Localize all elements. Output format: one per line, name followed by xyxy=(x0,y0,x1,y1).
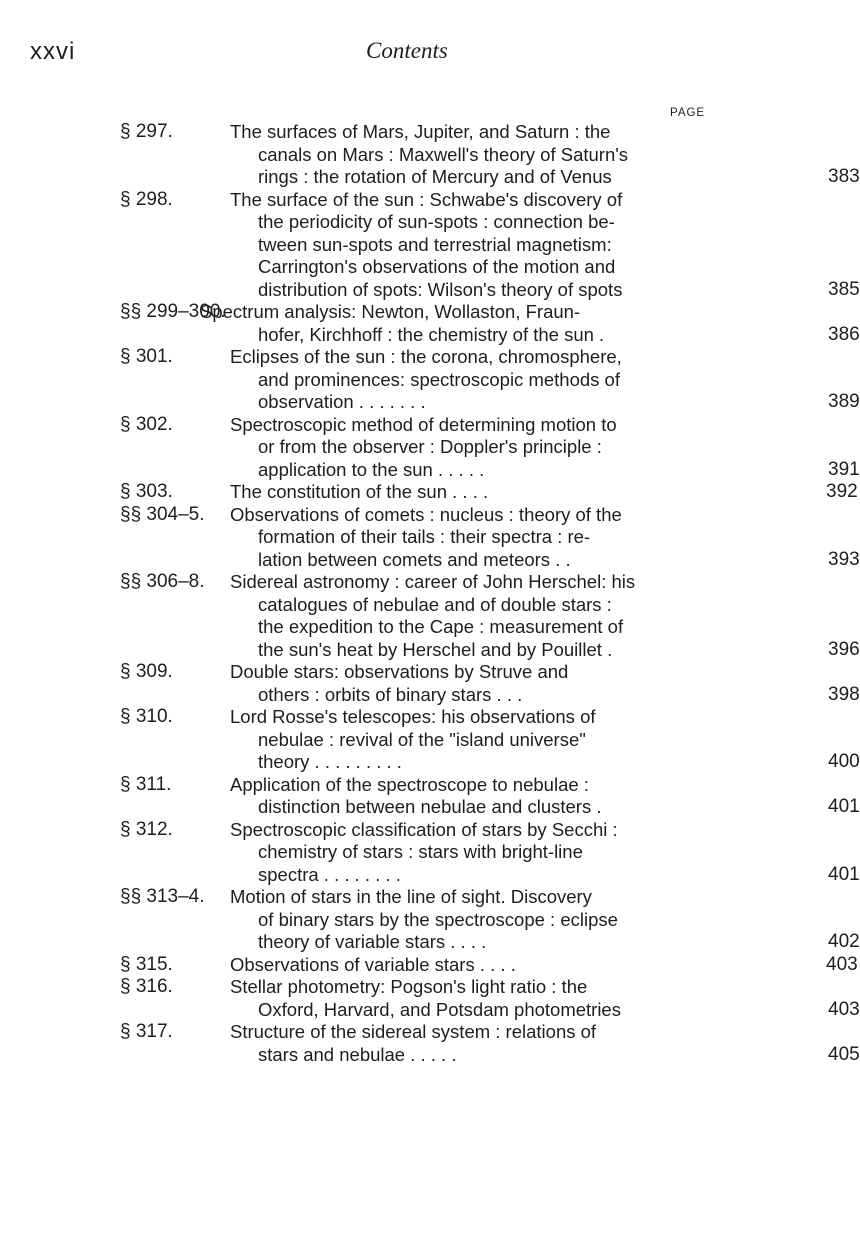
entry-text: Eclipses of the sun : the corona, chromosphere, xyxy=(230,346,622,367)
page-number: 401 xyxy=(828,796,860,817)
page-number: 400 xyxy=(828,751,860,772)
toc-entry xyxy=(0,301,860,346)
entry-text: observation . . . . . . . xyxy=(258,391,426,412)
entry-text: Observations of comets : nucleus : theory of the xyxy=(230,503,622,525)
toc-entry xyxy=(0,886,860,954)
entry-line xyxy=(230,661,800,684)
entry-text: canals on Mars : Maxwell's theory of Saturn's xyxy=(258,143,629,165)
section-number: § 311. xyxy=(120,773,172,795)
page-number: 398 xyxy=(828,683,860,705)
entry-text: hofer, Kirchhoff : the chemistry of the sun . xyxy=(258,323,605,345)
entry-line xyxy=(200,301,800,324)
entry-line xyxy=(232,931,860,954)
page-number: 401 xyxy=(828,863,860,885)
section-number: § 303. xyxy=(120,481,173,502)
entry-text: theory of variable stars . . . . xyxy=(258,931,487,952)
toc-entry xyxy=(0,188,860,302)
section-number: § 310. xyxy=(120,706,173,727)
running-title: Contents xyxy=(366,38,448,63)
toc-entry xyxy=(0,1021,860,1066)
entry-text: Observations of variable stars . . . . xyxy=(230,953,516,975)
entry-text: the sun's heat by Herschel and by Pouillet . xyxy=(258,638,613,660)
section-number: § 297. xyxy=(120,121,173,142)
toc-entry xyxy=(0,481,858,504)
entry-line xyxy=(232,616,800,639)
page-number: 403 xyxy=(826,953,858,975)
entry-line xyxy=(230,121,800,144)
entry-line xyxy=(232,729,800,752)
entry-text: tween sun-spots and terrestrial magnetism: xyxy=(258,233,612,255)
page-number: 392 xyxy=(826,481,858,502)
entry-text: spectra . . . . . . . . xyxy=(258,863,401,885)
page-column-label: PAGE xyxy=(670,107,706,119)
entry-text: distinction between nebulae and clusters . xyxy=(258,796,602,817)
toc-entry xyxy=(0,706,860,774)
entry-text: The surface of the sun : Schwabe's discovery of xyxy=(230,188,623,210)
entry-line xyxy=(230,189,800,212)
toc-entry xyxy=(0,503,860,572)
entry-line xyxy=(232,841,800,864)
running-header xyxy=(30,38,730,68)
toc-entry xyxy=(0,346,860,414)
entry-text: or from the observer : Doppler's principle : xyxy=(258,436,602,457)
entry-text: Oxford, Harvard, and Potsdam photometries xyxy=(258,998,621,1020)
toc-entry xyxy=(0,571,860,661)
entry-line xyxy=(230,886,800,909)
page-number: 383 xyxy=(828,166,860,187)
page-number-roman: xxvi xyxy=(30,38,76,65)
toc-entry xyxy=(0,976,860,1021)
toc-entry xyxy=(0,953,858,977)
contents-list xyxy=(0,121,860,1066)
section-number: § 317. xyxy=(120,1021,173,1042)
section-number: §§ 299–300. xyxy=(120,301,226,322)
entry-text: The constitution of the sun . . . . xyxy=(230,481,489,502)
toc-entry xyxy=(0,773,860,819)
section-number: § 301. xyxy=(120,346,173,367)
toc-entry xyxy=(0,661,860,706)
entry-line xyxy=(230,346,800,369)
section-number: §§ 306–8. xyxy=(120,571,205,592)
section-number: § 316. xyxy=(120,976,173,997)
entry-text: The surfaces of Mars, Jupiter, and Saturn : the xyxy=(230,121,611,142)
entry-text: the expedition to the Cape : measurement of xyxy=(258,616,624,637)
toc-entry xyxy=(0,121,860,189)
page-number: 396 xyxy=(828,638,860,660)
entry-line xyxy=(230,414,800,437)
entry-line xyxy=(232,594,800,617)
section-number: § 315. xyxy=(120,953,173,975)
entry-text: theory . . . . . . . . . xyxy=(258,751,402,772)
entry-text: Lord Rosse's telescopes: his observations of xyxy=(230,706,596,727)
page-number: 402 xyxy=(828,931,860,952)
entry-text: Carrington's observations of the motion and xyxy=(258,256,616,277)
entry-line xyxy=(232,166,860,189)
entry-line xyxy=(232,638,860,662)
section-number: § 298. xyxy=(120,188,173,210)
entry-text: application to the sun . . . . . xyxy=(258,458,485,480)
toc-entry xyxy=(0,413,860,482)
entry-text: Spectroscopic classification of stars by Secchi : xyxy=(230,818,618,840)
entry-line xyxy=(232,234,800,257)
entry-line xyxy=(232,278,860,302)
entry-text: Motion of stars in the line of sight. Discovery xyxy=(230,886,592,907)
entry-line xyxy=(232,998,860,1022)
entry-text: lation between comets and meteors . . xyxy=(258,548,571,570)
entry-text: catalogues of nebulae and of double stars : xyxy=(258,593,612,615)
entry-line xyxy=(232,323,860,347)
entry-line xyxy=(232,909,800,932)
entry-line xyxy=(232,751,860,774)
entry-line xyxy=(230,706,800,729)
entry-text: formation of their tails : their spectra : re- xyxy=(258,526,591,547)
entry-text: stars and nebulae . . . . . xyxy=(258,1043,457,1065)
entry-text: the periodicity of sun-spots : connection be- xyxy=(258,211,615,232)
page-number: 403 xyxy=(828,998,860,1020)
section-number: § 312. xyxy=(120,818,173,840)
entry-text: Spectroscopic method of determining motion to xyxy=(230,413,617,435)
entry-text: nebulae : revival of the "island universe" xyxy=(258,728,586,750)
entry-line xyxy=(232,683,860,707)
entry-line xyxy=(232,526,800,549)
entry-line xyxy=(230,953,858,977)
entry-text: Spectrum analysis: Newton, Wollaston, Fraun- xyxy=(200,301,581,322)
entry-line xyxy=(232,458,860,482)
entry-line xyxy=(232,548,860,572)
page-number: 393 xyxy=(828,548,860,570)
entry-line xyxy=(232,211,800,234)
entry-line xyxy=(232,369,800,392)
toc-entry xyxy=(0,818,860,887)
entry-text: Structure of the sidereal system : relations of xyxy=(230,1021,597,1042)
entry-line xyxy=(230,819,800,842)
entry-line xyxy=(230,481,858,504)
page-number: 391 xyxy=(828,458,860,480)
entry-line xyxy=(232,144,800,167)
page-number: 386 xyxy=(828,323,860,345)
entry-line xyxy=(232,1043,860,1067)
section-number: § 302. xyxy=(120,413,173,435)
entry-text: distribution of spots: Wilson's theory of spots xyxy=(258,278,623,300)
entry-line xyxy=(232,391,860,414)
section-number: §§ 304–5. xyxy=(120,503,205,525)
section-number: § 309. xyxy=(120,661,173,682)
entry-line xyxy=(232,436,800,459)
page-number: 385 xyxy=(828,278,860,300)
page-number: 389 xyxy=(828,391,860,412)
entry-text: and prominences: spectroscopic methods of xyxy=(258,368,620,390)
entry-line xyxy=(230,976,800,999)
entry-text: Double stars: observations by Struve and xyxy=(230,661,569,682)
page-number: 405 xyxy=(828,1043,860,1065)
entry-text: Application of the spectroscope to nebulae : xyxy=(230,773,589,795)
entry-text: rings : the rotation of Mercury and of Venus xyxy=(258,166,612,187)
entry-line xyxy=(232,863,860,887)
entry-line xyxy=(232,796,860,819)
entry-line xyxy=(230,571,800,594)
entry-text: Sidereal astronomy : career of John Herschel: his xyxy=(230,571,636,592)
entry-text: chemistry of stars : stars with bright-line xyxy=(258,841,583,862)
entry-line xyxy=(230,504,800,527)
section-number: §§ 313–4. xyxy=(120,886,205,907)
entry-line xyxy=(232,256,800,279)
entry-line xyxy=(230,774,800,797)
entry-text: of binary stars by the spectroscope : eclipse xyxy=(258,908,618,930)
entry-text: others : orbits of binary stars . . . xyxy=(258,683,523,705)
entry-text: Stellar photometry: Pogson's light ratio : the xyxy=(230,976,588,997)
entry-line xyxy=(230,1021,800,1044)
